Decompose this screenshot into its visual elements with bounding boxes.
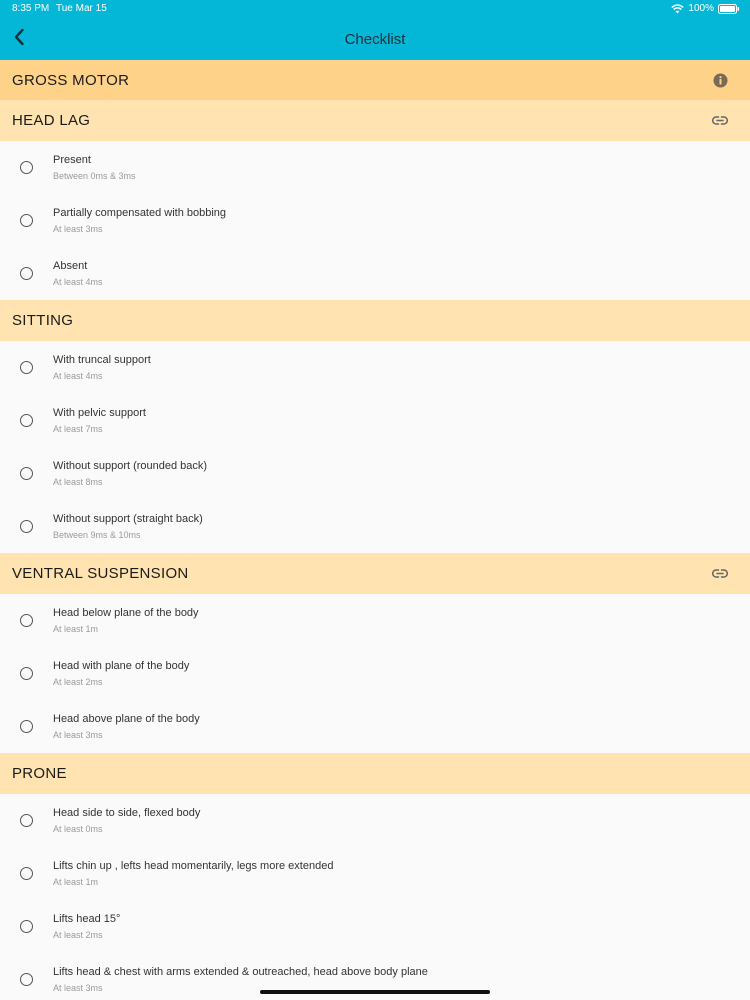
radio-button[interactable] <box>20 520 33 533</box>
item-label: Absent <box>53 260 88 272</box>
item-label: With truncal support <box>53 354 151 366</box>
checklist-item[interactable] <box>0 194 750 247</box>
item-label: Lifts head & chest with arms extended & outreached, head above body plane <box>53 966 428 978</box>
item-age-range: At least 4ms <box>53 371 103 381</box>
item-label: Without support (straight back) <box>53 513 203 525</box>
section-header-label: SITTING <box>12 312 74 329</box>
item-label: Head above plane of the body <box>53 713 200 725</box>
radio-button[interactable] <box>20 467 33 480</box>
item-age-range: At least 1m <box>53 624 99 634</box>
sections-list <box>0 100 750 1000</box>
checklist-item[interactable] <box>0 500 750 553</box>
radio-button[interactable] <box>20 214 33 227</box>
item-age-range: At least 3ms <box>53 224 103 234</box>
battery-icon <box>718 4 740 14</box>
checklist-item[interactable] <box>0 247 750 300</box>
status-date: Tue Mar 15 <box>56 3 107 14</box>
status-bar <box>0 0 750 18</box>
section-header-ventral-suspension <box>0 553 750 594</box>
radio-button[interactable] <box>20 667 33 680</box>
item-age-range: At least 2ms <box>53 677 103 687</box>
radio-button[interactable] <box>20 267 33 280</box>
item-label: Head with plane of the body <box>53 660 190 672</box>
wifi-icon <box>671 4 684 14</box>
navigation-bar <box>0 18 750 60</box>
section-header-sitting <box>0 300 750 341</box>
item-age-range: At least 2ms <box>53 930 103 940</box>
checklist-item[interactable] <box>0 847 750 900</box>
checklist-item[interactable] <box>0 594 750 647</box>
checklist-item[interactable] <box>0 141 750 194</box>
page-title: Checklist <box>344 31 406 48</box>
item-age-range: At least 3ms <box>53 730 103 740</box>
item-label: Present <box>53 154 91 166</box>
item-age-range: At least 7ms <box>53 424 103 434</box>
item-label: Head side to side, flexed body <box>53 807 201 819</box>
radio-button[interactable] <box>20 867 33 880</box>
item-age-range: At least 1m <box>53 877 99 887</box>
checklist-item[interactable] <box>0 794 750 847</box>
item-age-range: Between 0ms & 3ms <box>53 171 136 181</box>
radio-button[interactable] <box>20 973 33 986</box>
link-icon[interactable] <box>712 565 728 581</box>
section-header-label: VENTRAL SUSPENSION <box>12 565 189 582</box>
top-bar <box>0 0 750 60</box>
item-label: Partially compensated with bobbing <box>53 207 227 219</box>
radio-button[interactable] <box>20 814 33 827</box>
radio-button[interactable] <box>20 920 33 933</box>
checklist-item[interactable] <box>0 700 750 753</box>
group-header-gross-motor <box>0 60 750 100</box>
item-age-range: At least 3ms <box>53 983 103 993</box>
item-age-range: Between 9ms & 10ms <box>53 530 141 540</box>
link-icon[interactable] <box>712 112 728 128</box>
checklist-item[interactable] <box>0 647 750 700</box>
battery-percent: 100% <box>688 3 714 14</box>
checklist-item[interactable] <box>0 394 750 447</box>
item-age-range: At least 8ms <box>53 477 103 487</box>
section-header-head-lag <box>0 100 750 141</box>
item-age-range: At least 0ms <box>53 824 103 834</box>
item-age-range: At least 4ms <box>53 277 103 287</box>
item-label: With pelvic support <box>53 407 146 419</box>
checklist-item[interactable] <box>0 900 750 953</box>
status-time: 8:35 PM <box>12 3 50 14</box>
section-header-label: PRONE <box>12 765 67 782</box>
checklist-item[interactable] <box>0 341 750 394</box>
checklist-item[interactable] <box>0 447 750 500</box>
radio-button[interactable] <box>20 161 33 174</box>
home-indicator[interactable] <box>260 990 490 994</box>
section-header-label: HEAD LAG <box>12 112 91 129</box>
group-header-label: GROSS MOTOR <box>12 72 130 89</box>
radio-button[interactable] <box>20 720 33 733</box>
radio-button[interactable] <box>20 361 33 374</box>
info-icon[interactable] <box>712 72 728 88</box>
status-indicators <box>671 3 740 14</box>
item-label: Head below plane of the body <box>53 607 199 619</box>
radio-button[interactable] <box>20 414 33 427</box>
section-header-prone <box>0 753 750 794</box>
item-label: Without support (rounded back) <box>53 460 208 472</box>
checklist-content <box>0 60 750 1000</box>
item-label: Lifts head 15° <box>53 913 121 925</box>
item-label: Lifts chin up , lefts head momentarily, legs more extended <box>53 860 334 872</box>
radio-button[interactable] <box>20 614 33 627</box>
